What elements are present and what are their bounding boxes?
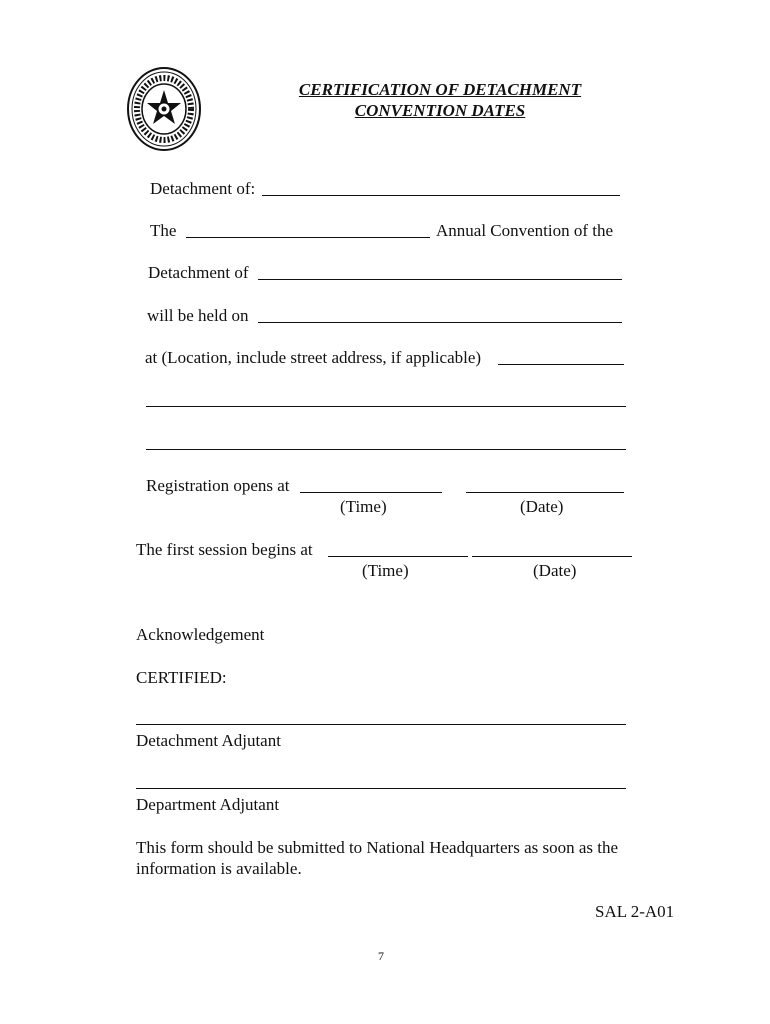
first-session-date-field[interactable] <box>472 556 632 557</box>
instruction-line-2: information is available. <box>136 859 302 878</box>
location-field-line2[interactable] <box>146 406 626 407</box>
detachment-of-label: Detachment of: <box>150 179 256 198</box>
page-number: 7 <box>378 949 384 963</box>
first-session-label: The first session begins at <box>136 540 313 559</box>
acknowledgement-heading: Acknowledgement <box>136 625 265 644</box>
registration-opens-label: Registration opens at <box>146 476 290 495</box>
convention-number-field[interactable] <box>186 237 430 238</box>
first-session-date-caption: (Date) <box>533 561 577 580</box>
registration-date-field[interactable] <box>466 492 624 493</box>
form-title-line2: CONVENTION DATES <box>354 101 526 120</box>
form-title-line1: CERTIFICATION OF DETACHMENT <box>298 80 582 99</box>
detachment-of-label-2: Detachment of <box>148 263 249 282</box>
detachment-adjutant-signature-field[interactable] <box>136 724 626 725</box>
annual-convention-label: Annual Convention of the <box>436 221 614 240</box>
will-be-held-label: will be held on <box>147 306 249 325</box>
detachment-name-field[interactable] <box>262 195 620 196</box>
first-session-time-field[interactable] <box>328 556 468 557</box>
registration-time-caption: (Time) <box>340 497 387 516</box>
registration-time-field[interactable] <box>300 492 442 493</box>
location-field-line3[interactable] <box>146 449 626 450</box>
detachment-adjutant-label: Detachment Adjutant <box>136 731 281 750</box>
certified-label: CERTIFIED: <box>136 668 227 687</box>
the-label: The <box>150 221 177 240</box>
detachment-of-field[interactable] <box>258 279 622 280</box>
location-label: at (Location, include street address, if applicable) <box>145 348 482 367</box>
department-adjutant-label: Department Adjutant <box>136 795 280 814</box>
registration-date-caption: (Date) <box>520 497 564 516</box>
location-field[interactable] <box>498 364 624 365</box>
held-on-date-field[interactable] <box>258 322 622 323</box>
instruction-line-1: This form should be submitted to National Headquarters as soon as the <box>136 838 619 857</box>
first-session-time-caption: (Time) <box>362 561 409 580</box>
form-code: SAL 2-A01 <box>595 902 675 921</box>
department-adjutant-signature-field[interactable] <box>136 788 626 789</box>
sons-of-american-legion-seal-icon <box>126 66 202 152</box>
